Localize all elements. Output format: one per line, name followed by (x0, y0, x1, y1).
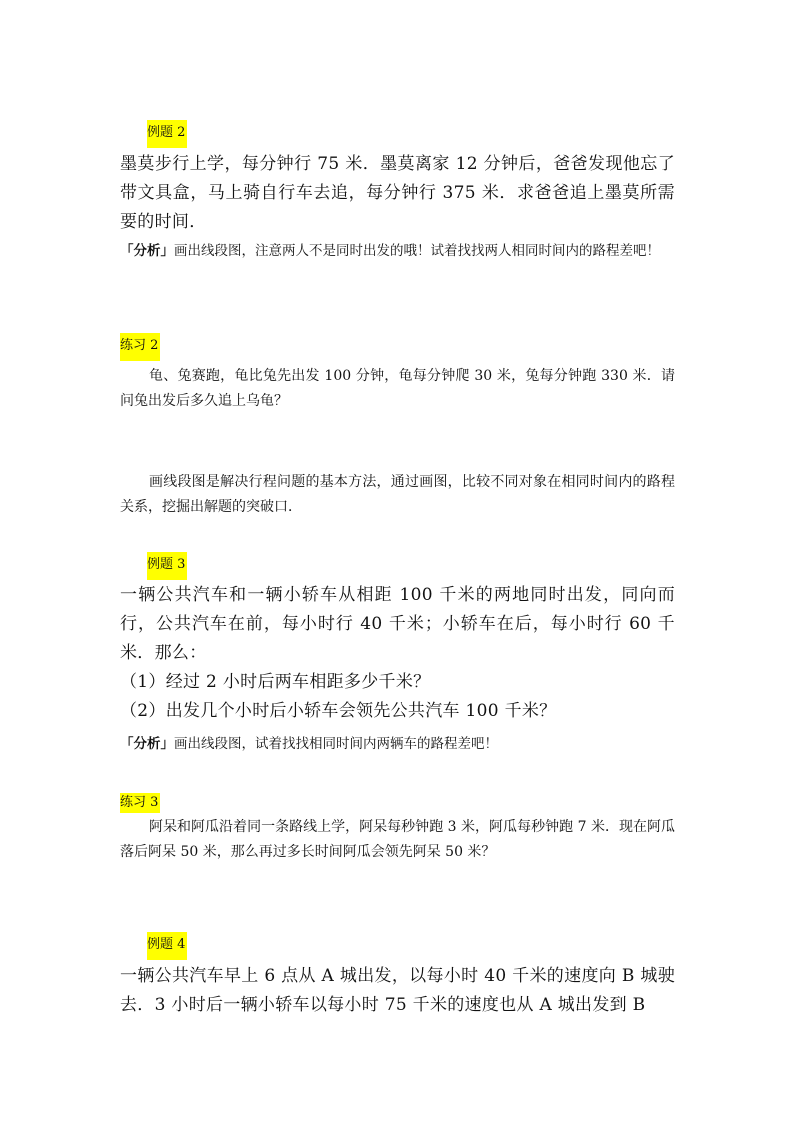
practice-3-block (120, 815, 675, 865)
example-3-block (120, 581, 675, 757)
example-3-question-2: （2）出发几个小时后小轿车会领先公共汽车 100 千米？ (120, 701, 557, 721)
example-2-analysis (120, 239, 675, 264)
example-3-question-1: （1）经过 2 小时后两车相距多少千米？ (120, 672, 431, 692)
practice-3-label (120, 791, 160, 813)
example-2-block (120, 150, 675, 264)
example-3-label-text: 例题 3 (147, 552, 187, 580)
example-3-text: 一辆公共汽车和一辆小轿车从相距 100 千米的两地同时出发，同向而行，公共汽车在前，每小时行 40 千米；小轿车在后，每小时行 60 千米．那么： (120, 585, 675, 663)
example-4-text: 一辆公共汽车早上 6 点从 A 城出发，以每小时 40 千米的速度向 B 城驶去．3 小时后一辆小轿车以每小时 75 千米的速度也从 A 城出发到 B (120, 966, 675, 1015)
practice-3-label-text: 练习 3 (120, 793, 160, 813)
example-3-analysis-tag: 「分析」 (120, 736, 174, 752)
method-note-text: 画线段图是解决行程问题的基本方法，通过画图，比较不同对象在相同时间内的路程关系，挖掘出解题的突破口． (120, 474, 675, 515)
example-4-label (147, 932, 187, 960)
practice-3-text: 阿呆和阿瓜沿着同一条路线上学，阿呆每秒钟跑 3 米，阿瓜每秒钟跑 7 米．现在阿瓜落后阿呆 50 米，那么再过多长时间阿瓜会领先阿呆 50 米？ (120, 819, 675, 860)
practice-2-block (120, 364, 675, 414)
example-4-label-text: 例题 4 (147, 932, 187, 960)
example-3-analysis (120, 732, 675, 757)
practice-2-label (120, 333, 160, 361)
example-2-label (147, 120, 187, 148)
example-4-block (120, 962, 675, 1020)
example-2-text: 墨莫步行上学，每分钟行 75 米．墨莫离家 12 分钟后，爸爸发现他忘了带文具盒，马上骑自行车去追，每分钟行 375 米．求爸爸追上墨莫所需要的时间． (120, 154, 675, 232)
practice-2-text: 龟、兔赛跑，龟比兔先出发 100 分钟，龟每分钟爬 30 米，兔每分钟跑 330 米．请问兔出发后多久追上乌龟？ (120, 368, 675, 409)
example-3-label (147, 552, 187, 580)
example-2-analysis-tag: 「分析」 (120, 243, 174, 259)
method-note-block (120, 470, 675, 520)
example-2-analysis-text: 画出线段图，注意两人不是同时出发的哦！试着找找两人相同时间内的路程差吧！ (174, 243, 660, 259)
example-3-analysis-text: 画出线段图，试着找找相同时间内两辆车的路程差吧！ (174, 736, 498, 752)
example-2-label-text: 例题 2 (147, 120, 187, 148)
practice-2-label-text: 练习 2 (120, 333, 160, 361)
